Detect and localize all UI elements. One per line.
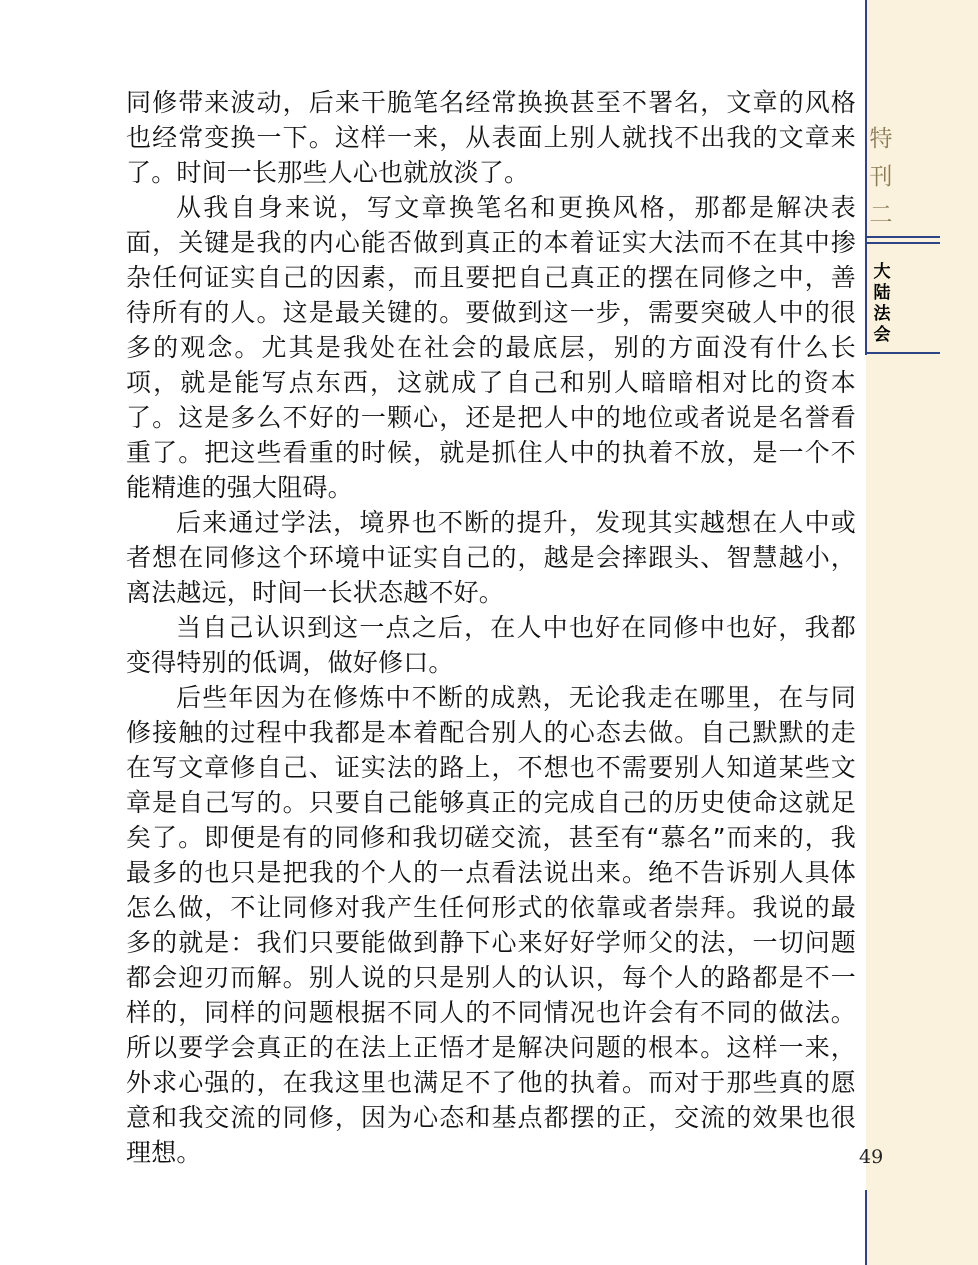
sidebar-double-rule [867, 236, 940, 244]
paragraph: 从我自身来说，写文章换笔名和更换风格，那都是解决表面，关键是我的内心能否做到真正的本着证实大法而不在其中掺杂任何证实自己的因素，而且要把自己真正的摆在同修之中，善待所有的人。这是最关键的。要做到这一步，需要突破人中的很多的观念。尤其是我处在社会的最底层，别的方面没有什么长项，就是能写点东西，这就成了自己和别人暗暗相对比的资本了。这是多么不好的一颗心，还是把人中的地位或者说是名誉看重了。把这些看重的时候，就是抓住人中的执着不放，是一个不能精進的强大阻碍。 [126, 193, 856, 502]
paragraph: 当自己认识到这一点之后，在人中也好在同修中也好，我都变得特别的低调，做好修口。 [126, 613, 856, 677]
page-number: 49 [859, 1146, 884, 1168]
article-body [126, 85, 856, 1170]
section-label [869, 262, 895, 346]
sidebar-vertical-rule-lower [865, 1190, 867, 1265]
section-char: 大 [873, 262, 891, 282]
special-issue-label [867, 120, 895, 234]
section-char: 会 [873, 325, 891, 345]
paragraph: 后些年因为在修炼中不断的成熟，无论我走在哪里，在与同修接触的过程中我都是本着配合别人的心态去做。自己默默的走在写文章修自己、证实法的路上，不想也不需要别人知道某些文章是自己写的。只要自己能够真正的完成自己的历史使命这就足矣了。即便是有的同修和我切磋交流，甚至有“慕名”而来的，我最多的也只是把我的个人的一点看法说出来。绝不告诉别人具体怎么做，不让同修对我产生任何形式的依靠或者崇拜。我说的最多的就是：我们只要能做到静下心来好好学师父的法，一切问题都会迎刃而解。别人说的只是别人的认识，每个人的路都是不一样的，同样的问题根据不同人的不同情况也许会有不同的做法。所以要学会真正的在法上正悟才是解决问题的根本。这样一来，外求心强的，在我这里也满足不了他的执着。而对于那些真的愿意和我交流的同修，因为心态和基点都摆的正，交流的效果也很理想。 [126, 683, 856, 1167]
special-issue-char: 二 [869, 202, 893, 228]
sidebar-bottom-rule [867, 352, 940, 354]
paragraph: 后来通过学法，境界也不断的提升，发现其实越想在人中或者想在同修这个环境中证实自己的，越是会摔跟头、智慧越小，离法越远，时间一长状态越不好。 [126, 508, 856, 607]
special-issue-char: 特 [869, 126, 893, 152]
paragraph: 同修带来波动，后来干脆笔名经常换换甚至不署名，文章的风格也经常变换一下。这样一来，从表面上别人就找不出我的文章来了。时间一长那些人心也就放淡了。 [126, 88, 856, 187]
section-char: 法 [873, 304, 891, 324]
special-issue-char: 刊 [869, 164, 893, 190]
section-char: 陆 [873, 283, 891, 303]
